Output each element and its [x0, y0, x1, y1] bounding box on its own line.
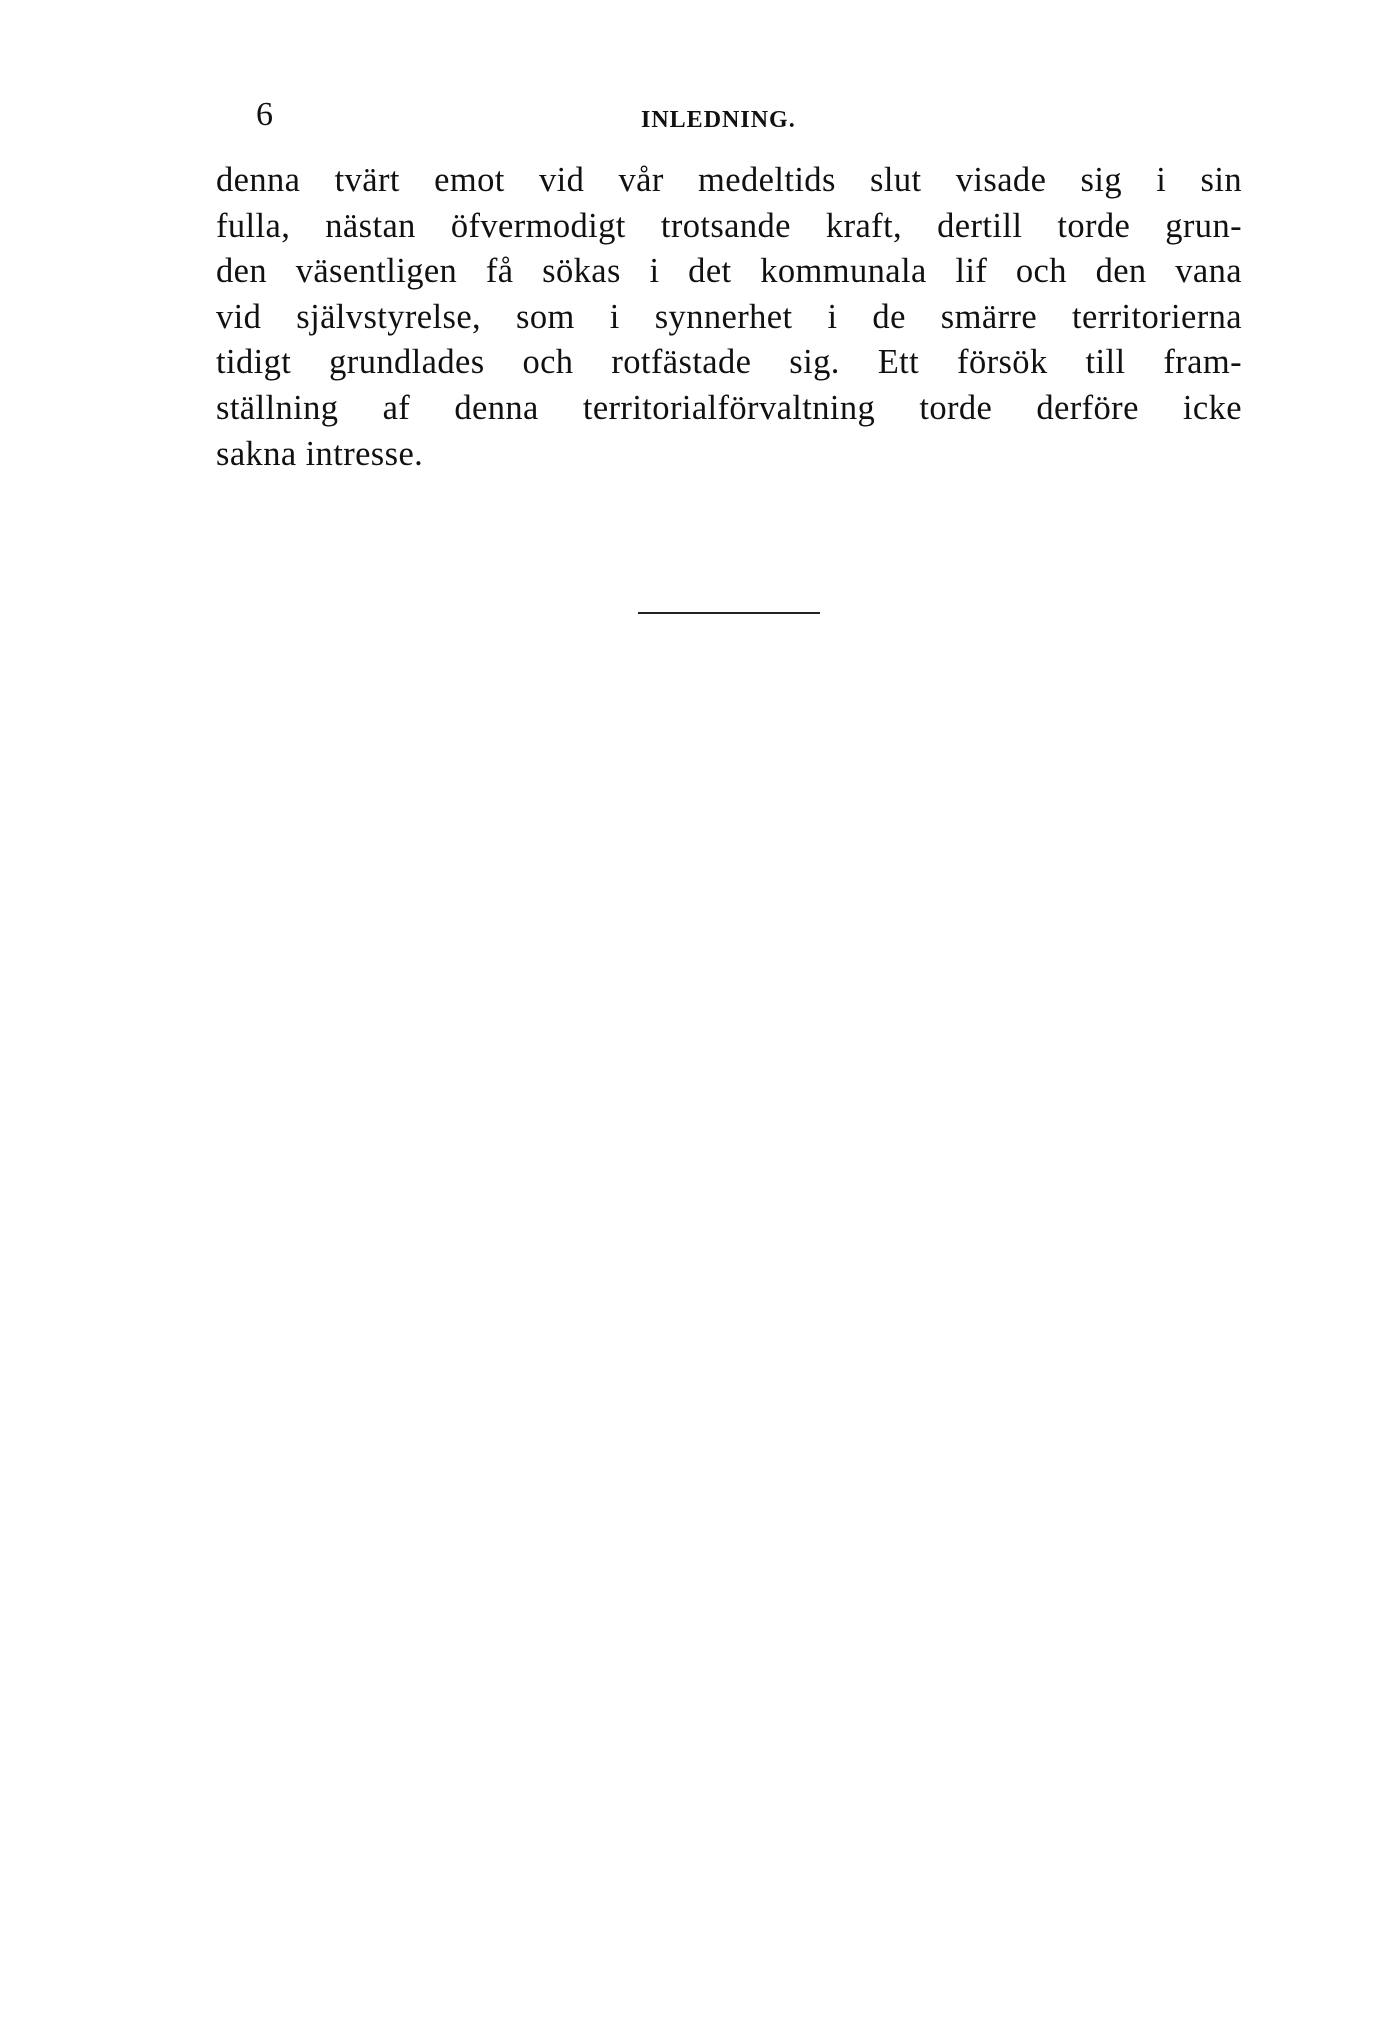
section-end-rule	[638, 612, 820, 614]
text-line: sakna intresse.	[216, 434, 424, 473]
text-line: denna tvärt emot vid vår medeltids slut visade sig i sin	[216, 161, 1242, 199]
text-line: fulla, nästan öfvermodigt trotsande kraft, dertill torde grun-	[216, 206, 1242, 245]
text-line: den väsentligen få sökas i det kommunala lif och den vana	[216, 252, 1242, 291]
page-number: 6	[256, 96, 273, 133]
running-title: INLEDNING.	[641, 107, 796, 133]
text-line: vid självstyrelse, som i synnerhet i de smärre territorierna	[216, 297, 1242, 336]
running-head	[216, 88, 1242, 138]
text-line: ställning af denna territorialförvaltning torde derföre icke	[216, 388, 1242, 427]
body-paragraph	[216, 158, 1242, 477]
text-line: tidigt grundlades och rotfästade sig. Ett försök till fram-	[216, 343, 1242, 382]
